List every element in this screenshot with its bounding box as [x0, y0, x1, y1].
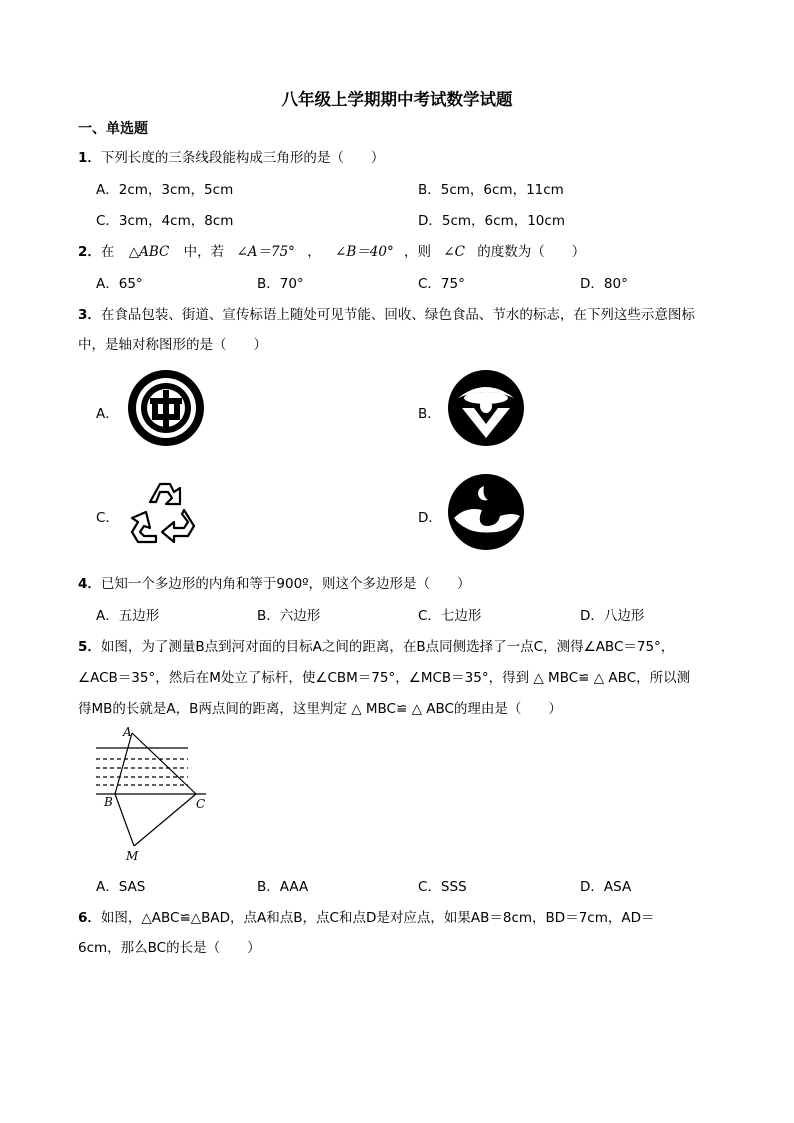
segment-ab	[115, 733, 132, 794]
question-5	[78, 635, 674, 655]
question-text: 下列长度的三条线段能构成三角形的是（ ）	[100, 150, 385, 166]
q2-text-2: 中，若	[183, 244, 225, 260]
q5-option-b: B．AAA	[257, 879, 309, 895]
question-5-line-2: ∠ACB＝35°，然后在M处立了标杆，使∠CBM＝75°，∠MCB＝35°，得到 △ MBC≌ △ ABC，所以测	[78, 670, 691, 686]
q3-option-d: D．	[418, 510, 442, 526]
question-2	[78, 240, 585, 260]
question-number: 4．	[78, 576, 101, 592]
q4-option-b: B．六边形	[257, 608, 321, 624]
question-4	[78, 572, 471, 592]
question-text: 已知一个多边形的内角和等于900º，则这个多边形是（ ）	[100, 576, 471, 592]
green-food-logo-icon	[446, 368, 526, 448]
q1-option-a: A．2cm，3cm，5cm	[96, 182, 234, 198]
q2-option-d: D．80°	[580, 276, 628, 292]
question-3-line-2: 中，是轴对称图形的是（ ）	[78, 337, 267, 353]
question-3	[78, 303, 695, 323]
q1-option-b: B．5cm，6cm，11cm	[418, 182, 564, 198]
q4-option-c: C．七边形	[418, 608, 482, 624]
point-label-c: C	[196, 797, 206, 811]
q1-option-d: D．5cm，6cm，10cm	[418, 213, 565, 229]
q2-comma: ，	[307, 244, 321, 260]
q3-option-a: A．	[96, 406, 119, 422]
point-label-b: B	[104, 795, 113, 809]
recycling-icon	[122, 472, 202, 552]
question-number: 6．	[78, 910, 101, 926]
q2-text-4: 的度数为（ ）	[477, 244, 586, 260]
question-number: 5．	[78, 639, 101, 655]
point-label-a: A	[123, 725, 132, 739]
q2-option-c: C．75°	[418, 276, 465, 292]
question-text-line-1: 如图，△ABC≌△BAD，点A和点B，点C和点D是对应点，如果AB＝8cm，BD＝7cm，AD＝	[100, 910, 655, 926]
q2-angle-a: ∠A＝75°	[236, 244, 295, 260]
q3-option-b: B．	[418, 406, 441, 422]
question-number: 1．	[78, 150, 101, 166]
q2-text-1: 在	[100, 244, 115, 260]
question-number: 2．	[78, 244, 101, 260]
q5-option-a: A．SAS	[96, 879, 146, 895]
segment-cm	[134, 794, 196, 846]
point-label-m: M	[126, 849, 139, 863]
q1-option-c: C．3cm，4cm，8cm	[96, 213, 234, 229]
question-6-line-2: 6cm，那么BC的长是（ ）	[78, 940, 261, 956]
q5-option-c: C．SSS	[418, 879, 467, 895]
question-1	[78, 146, 384, 166]
water-saving-logo-icon	[446, 472, 526, 552]
question-6	[78, 906, 655, 926]
question-5-line-3: 得MB的长就是A，B两点间的距离，这里判定 △ MBC≌ △ ABC的理由是（ ）	[78, 701, 562, 717]
river-measurement-figure	[90, 722, 220, 864]
section-heading: 一、单选题	[78, 121, 148, 137]
question-text-line-1: 在食品包装、街道、宣传标语上随处可见节能、回收、绿色食品、节水的标志，在下列这些示意图标	[100, 307, 695, 323]
q4-option-d: D．八边形	[580, 608, 645, 624]
question-text-line-1: 如图，为了测量B点到河对面的目标A之间的距离，在B点同侧选择了一点C，测得∠ABC＝75°，	[100, 639, 675, 655]
q2-angle-c: ∠C	[443, 244, 465, 260]
q2-option-b: B．70°	[257, 276, 304, 292]
q3-option-c: C．	[96, 510, 119, 526]
q2-triangle: △ABC	[128, 244, 170, 260]
exam-title: 八年级上学期期中考试数学试题	[281, 90, 513, 109]
q5-option-d: D．ASA	[580, 879, 632, 895]
segment-bm	[115, 794, 134, 846]
q2-option-a: A．65°	[96, 276, 143, 292]
q2-angle-b: ∠B＝40°	[335, 244, 394, 260]
q2-text-3: ，则	[404, 244, 431, 260]
q4-option-a: A．五边形	[96, 608, 160, 624]
energy-saving-logo-icon	[126, 368, 206, 448]
question-number: 3．	[78, 307, 101, 323]
